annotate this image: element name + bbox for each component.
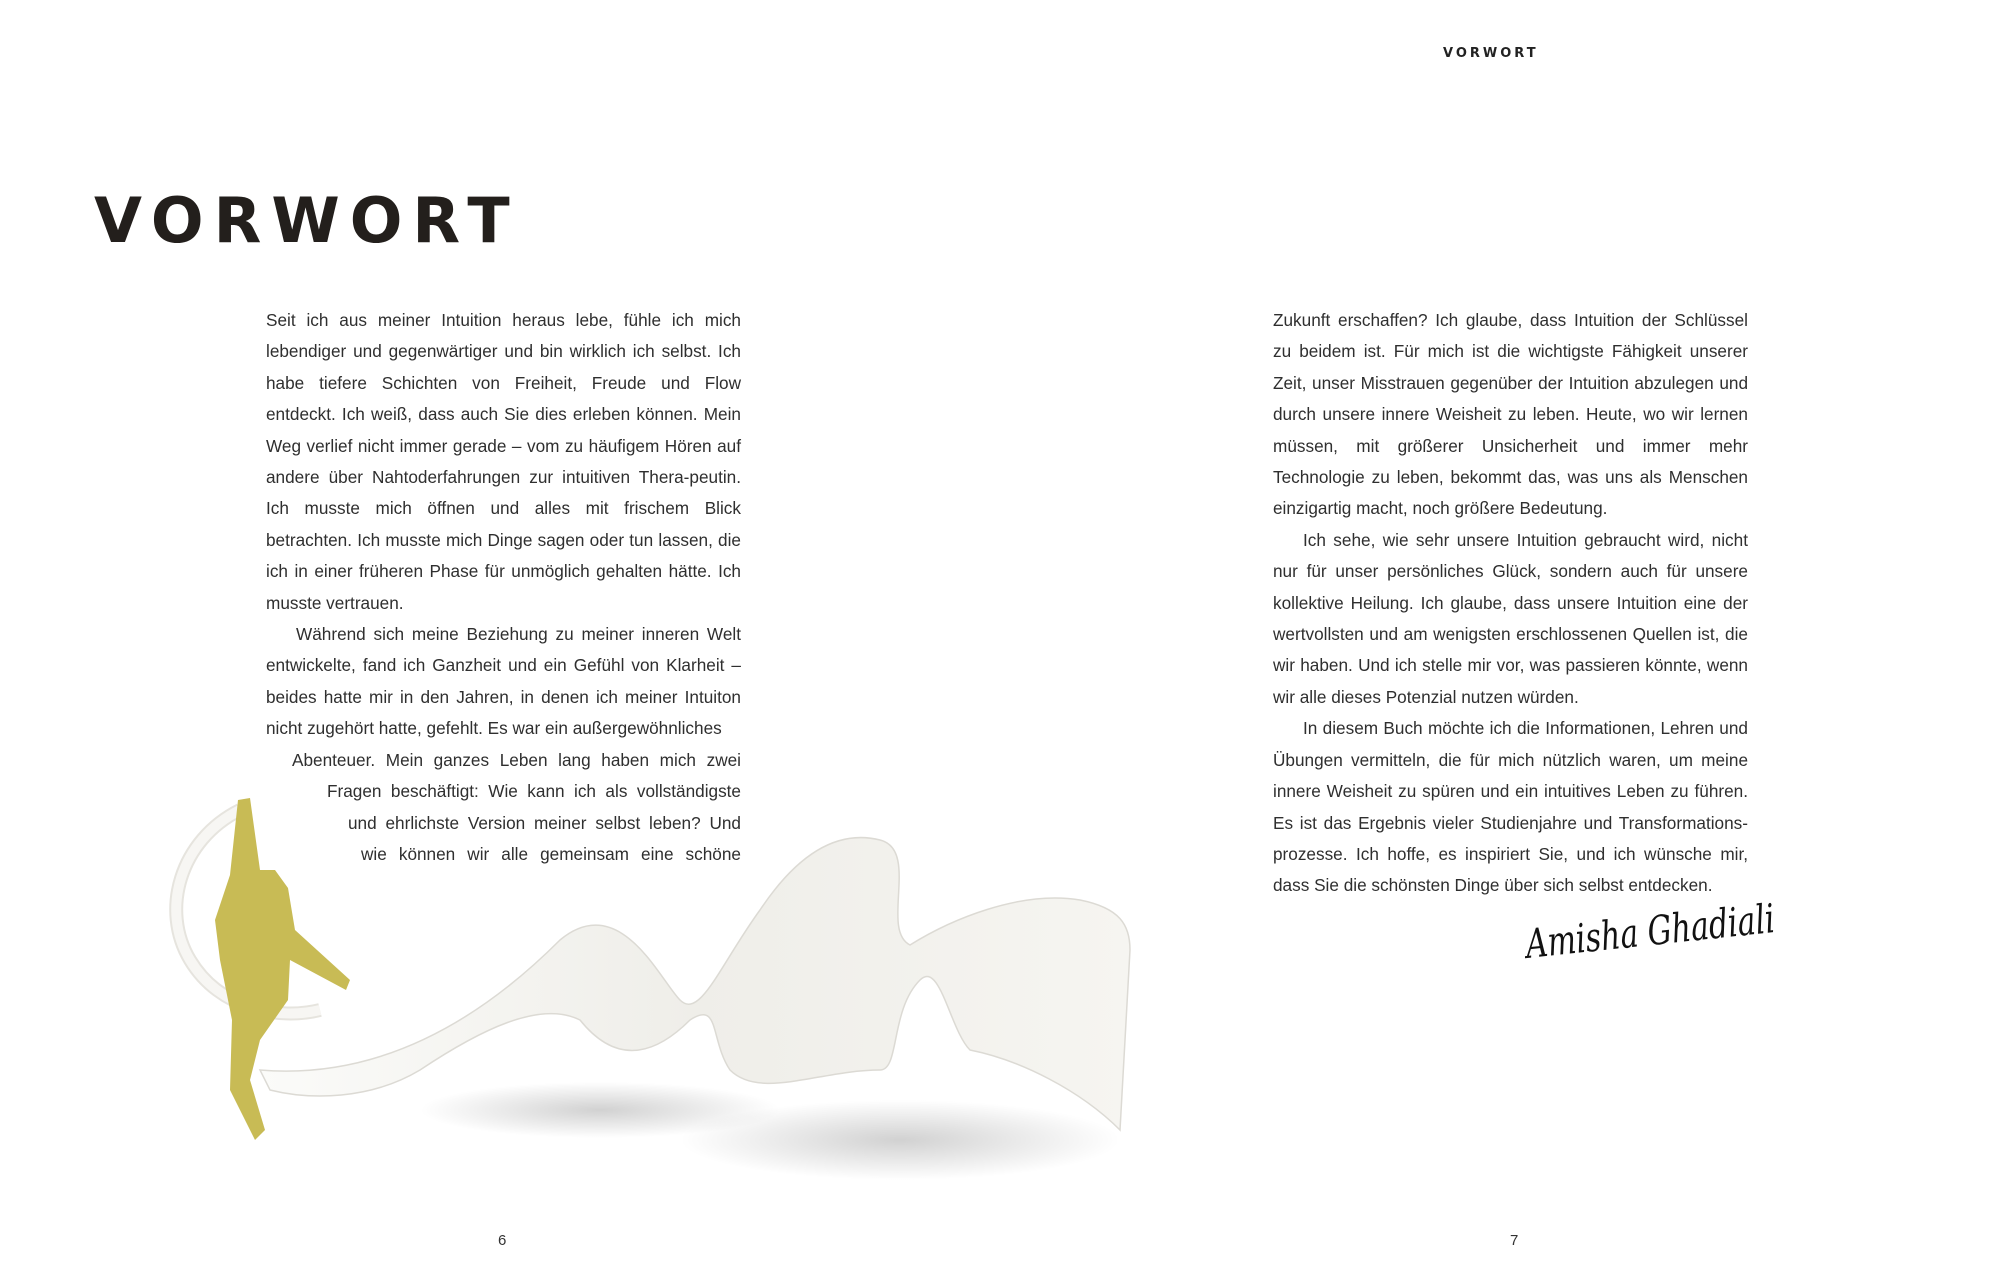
page-number-left: 6	[498, 1232, 507, 1249]
paragraph: Während sich meine Beziehung zu meiner inneren Welt entwickelte, fand ich Ganzheit und ein Gefühl von Klarheit – beides hatte mir in den Jahren, in denen ich meiner Intuiton nicht zugehört hatte, gefehlt. Es war ein außergewöhnliches	[266, 624, 741, 739]
ribbon-shadow-2	[420, 1082, 780, 1138]
paragraph: Seit ich aus meiner Intuition heraus lebe, fühle ich mich lebendiger und gegenwärtiger und bin wirklich ich selbst. Ich habe tiefere Schichten von Freiheit, Freude und Flow entdeckt. Ich weiß, dass auch Sie dies erleben können. Mein Weg verlief nicht immer gerade – vom zu häufigem Hören auf andere über Nahtoderfahrungen zur intuitiven Thera-peutin. Ich musste mich öffnen und alles mit frischem Blick betrachten. Ich musste mich Dinge sagen oder tun lassen, die ich in einer früheren Phase für unmöglich gehalten hätte. Ich musste vertrauen.	[266, 310, 741, 613]
paragraph: Zukunft erschaffen? Ich glaube, dass Intuition der Schlüssel zu beidem ist. Für mich ist die wichtigste Fähigkeit unserer Zeit, unser Misstrauen gegenüber der Intuition abzulegen und durch unsere innere Weisheit zu leben. Heute, wo wir lernen müssen, mit größerer Unsicherheit und immer mehr Technologie zu leben, bekommt das, was uns als Menschen einzigartig macht, noch größere Bedeutung.	[1273, 310, 1748, 519]
body-text-left	[266, 305, 741, 870]
ribbon	[260, 838, 1130, 1130]
text-line: Abenteuer. Mein ganzes Leben lang haben mich zwei	[292, 749, 741, 770]
body-text-right	[1273, 305, 1748, 902]
chapter-title: VORWORT	[94, 184, 520, 257]
paragraph: In diesem Buch möchte ich die Informationen, Lehren und Übungen vermitteln, die für mich nützlich waren, um meine innere Weisheit zu spüren und ein intuitives Leben zu führen. Es ist das Ergebnis vieler Studienjahre und Transformations-prozesse. Ich hoffe, es inspiriert Sie, und ich wünsche mir, dass Sie die schönsten Dinge über sich selbst entdecken.	[1273, 718, 1748, 896]
paragraph: Ich sehe, wie sehr unsere Intuition gebraucht wird, nicht nur für unser persönliches Glück, sondern auch für unsere kollektive Heilung. Ich glaube, dass unsere Intuition eine der wertvollsten und am wenigsten erschlossenen Quellen ist, die wir haben. Und ich stelle mir vor, was passieren könnte, wenn wir alle dieses Potenzial nutzen würden.	[1273, 529, 1748, 707]
text-line: Fragen beschäftigt: Wie kann ich als vollständigste	[327, 781, 741, 802]
running-head: VORWORT	[1443, 46, 1539, 61]
signature-text: Amisha Ghadiali	[1523, 887, 1859, 968]
author-signature	[1520, 887, 1859, 970]
page-number-right: 7	[1510, 1232, 1519, 1249]
text-line: und ehrlichste Version meiner selbst leben? Und	[348, 812, 741, 833]
text-line: wie können wir alle gemeinsam eine schöne	[361, 843, 741, 864]
